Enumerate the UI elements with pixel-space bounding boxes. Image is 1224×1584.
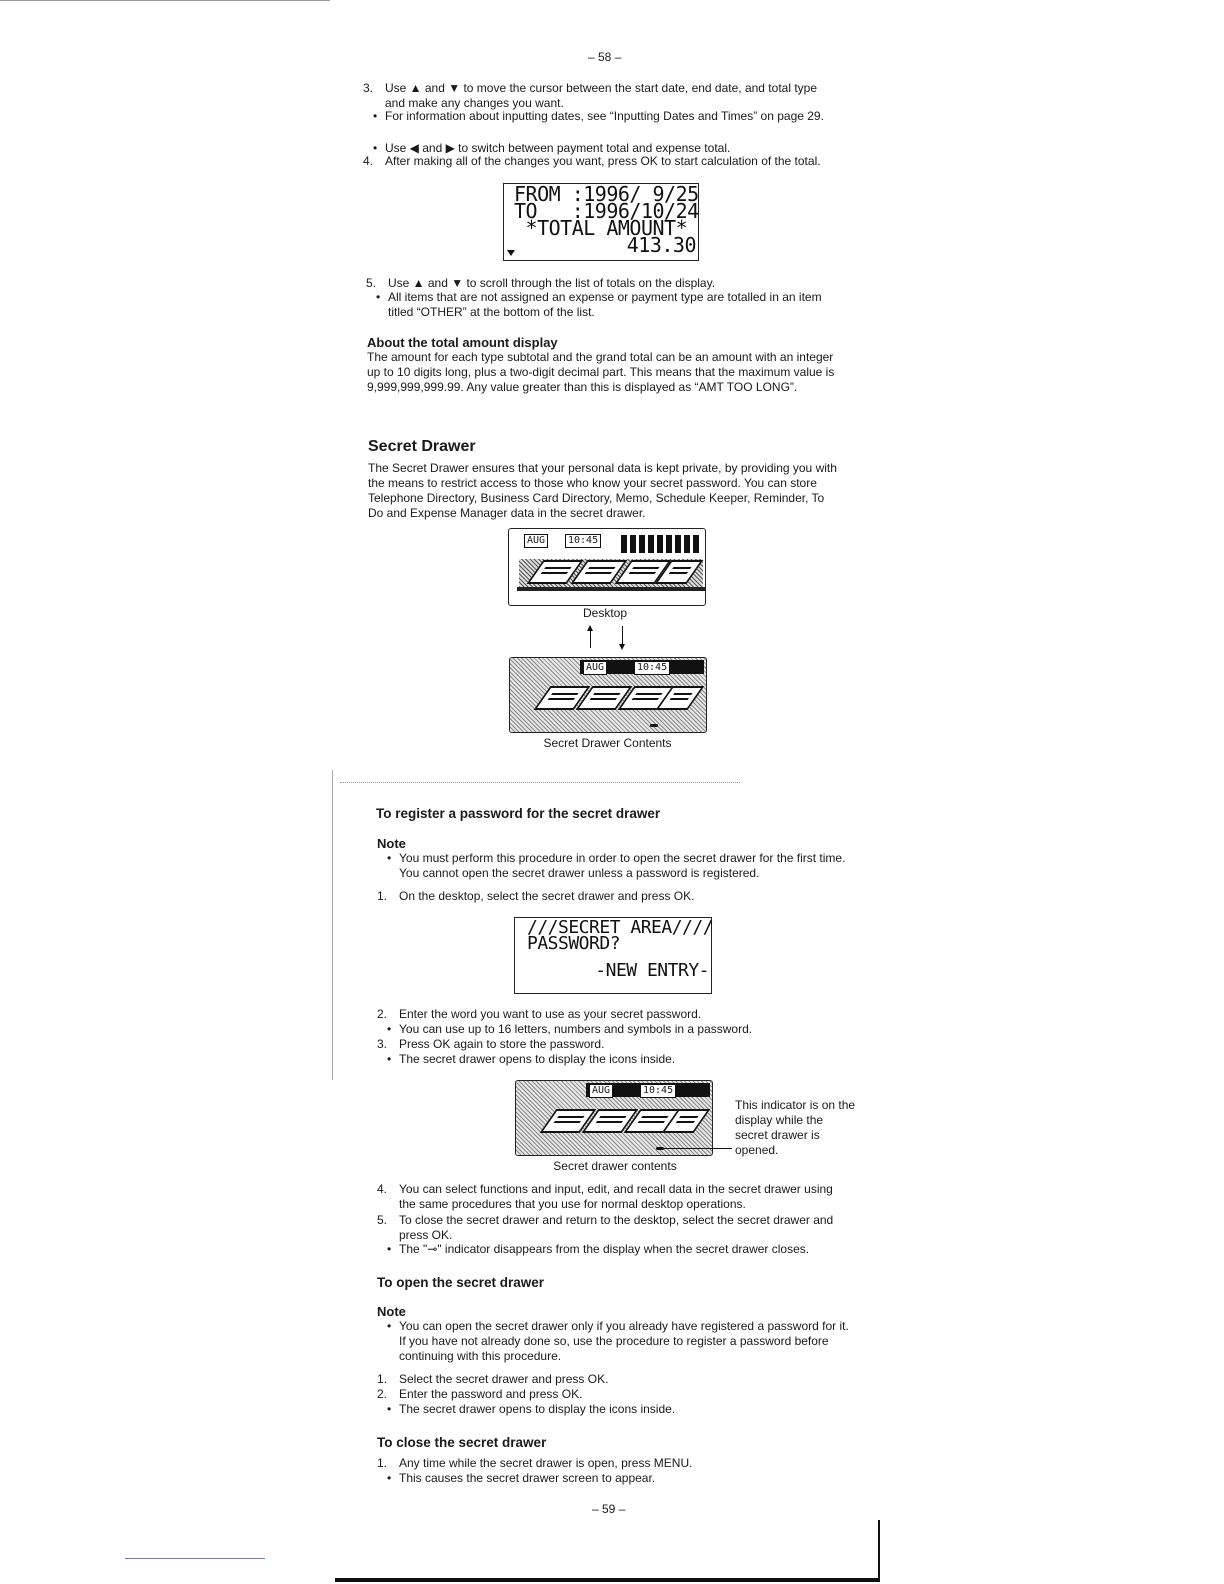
scan-edge-top: [0, 0, 330, 1]
month-label: AUG: [583, 661, 607, 675]
time-label: 10:45: [640, 1084, 676, 1098]
step-number: 5.: [366, 276, 377, 290]
open-heading: To open the secret drawer: [377, 1275, 545, 1290]
step-text: Any time while the secret drawer is open, press MENU.: [399, 1456, 693, 1470]
step-text: On the desktop, select the secret drawer and press OK.: [399, 889, 695, 903]
lcd-line-secret-area: ///SECRET AREA////: [527, 917, 714, 938]
lcd-line-to: TO :1996/10/24: [514, 199, 699, 223]
desktop-caption: Desktop: [582, 606, 628, 620]
step-text: You can select functions and input, edit, and recall data in the secret drawer using the same procedures that you use for normal desktop operations.: [399, 1182, 833, 1211]
register-step-2-bullet: • You can use up to 16 letters, numbers and symbols in a password.: [399, 1022, 851, 1037]
step-3-bullet-2: • Use ◀ and ▶ to switch between payment total and expense total.: [385, 141, 837, 156]
close-step-1-bullet: • This causes the secret drawer screen to appear.: [399, 1471, 851, 1486]
arrow-up-icon: [590, 628, 591, 648]
step-number: 5.: [377, 1213, 388, 1227]
close-heading: To close the secret drawer: [377, 1435, 547, 1450]
step-text: Enter the word you want to use as your secret password.: [399, 1007, 702, 1021]
scan-edge-right: [878, 1520, 880, 1580]
step-number: 4.: [363, 154, 374, 168]
step-number: 2.: [377, 1387, 388, 1401]
step-text: Use ▲ and ▼ to scroll through the list of totals on the display.: [388, 276, 716, 290]
bar-graph-icon: [621, 535, 701, 553]
month-label: AUG: [524, 534, 548, 548]
step-number: 4.: [377, 1182, 388, 1196]
register-note: • You must perform this procedure in order to open the secret drawer for the first time. You cannot open the secret drawer unless a password is registered.: [399, 851, 851, 881]
time-label: 10:45: [565, 534, 601, 548]
secret-drawer-indicator-icon: [650, 724, 658, 727]
step-text: After making all of the changes you want, press OK to start calculation of the total.: [385, 154, 821, 168]
month-label: AUG: [589, 1084, 613, 1098]
indicator-note: This indicator is on the display while the secret drawer is opened.: [735, 1098, 856, 1157]
arrow-down-head: [619, 644, 625, 650]
desktop-base-bar: [517, 587, 706, 591]
open-note: • You can open the secret drawer only if you already have registered a password for it. If you have not already done so, use the procedure to register a password before continuing with this procedure.: [399, 1319, 851, 1364]
step-text: To close the secret drawer and return to the desktop, select the secret drawer and press OK.: [399, 1213, 834, 1242]
desktop-screen-figure: [508, 528, 706, 606]
page-number-bottom: – 59 –: [592, 1502, 626, 1516]
about-heading: About the total amount display: [367, 335, 558, 350]
register-note-label: Note: [377, 836, 406, 851]
indicator-leader-line: [660, 1148, 732, 1149]
scan-edge-left: [332, 770, 333, 1080]
secret-drawer-contents-caption: Secret Drawer Contents: [543, 736, 672, 750]
section-separator: [340, 782, 740, 783]
step-text: Use ▲ and ▼ to move the cursor between the start date, end date, and total type and make any changes you want.: [385, 81, 818, 110]
time-label: 10:45: [634, 661, 670, 675]
about-body: The amount for each type subtotal and the grand total can be an amount with an integer up to 10 digits long, plus a two-digit decimal part. This means that the maximum value is 9,999,999,999.99. Any value greater than this is displayed as “AMT TOO LONG”.: [367, 350, 835, 394]
lcd-line-from: FROM :1996/ 9/25: [514, 182, 699, 206]
register-heading: To register a password for the secret drawer: [376, 806, 661, 821]
step-number: 3.: [363, 81, 374, 95]
lcd-total-amount: [503, 183, 699, 261]
register-step-3-bullet: • The secret drawer opens to display the icons inside.: [399, 1052, 851, 1067]
secret-drawer-heading: Secret Drawer: [368, 438, 476, 455]
step-number: 3.: [377, 1037, 388, 1051]
arrow-down-icon: [622, 626, 623, 646]
step-text: Press OK again to store the password.: [399, 1037, 605, 1051]
secret-drawer-body: The Secret Drawer ensures that your personal data is kept private, by providing you with the means to restrict access to those who know your secret password. You can store Telephone Directory, Business Card Directory, Memo, Schedule Keeper, Reminder, To Do and Expense Manager data in the secret drawer.: [368, 461, 837, 520]
secret-drawer-contents-figure-2: [515, 1080, 713, 1156]
lcd-line-label: *TOTAL AMOUNT*: [514, 216, 688, 240]
step-3-bullet-1: • For information about inputting dates, see “Inputting Dates and Times” on page 29.: [385, 109, 837, 124]
lcd-line-amount: 413.30: [626, 233, 696, 257]
open-note-label: Note: [377, 1304, 406, 1319]
after-step-5-bullet: • The "⊸" indicator disappears from the display when the secret drawer closes.: [399, 1242, 854, 1257]
step-number: 1.: [377, 1372, 388, 1386]
step-text: Enter the password and press OK.: [399, 1387, 583, 1401]
step-number: 1.: [377, 1456, 388, 1470]
step-number: 2.: [377, 1007, 388, 1021]
page-number-top: – 58 –: [588, 50, 622, 64]
open-step-2-bullet: • The secret drawer opens to display the icons inside.: [399, 1402, 851, 1417]
scan-edge-bottom: [335, 1578, 880, 1582]
lcd-line-new-entry: -NEW ENTRY-: [595, 960, 709, 981]
secret-drawer-contents-caption-2: Secret drawer contents: [553, 1159, 677, 1173]
step-text: Select the secret drawer and press OK.: [399, 1372, 609, 1386]
secret-drawer-contents-figure: [509, 657, 707, 733]
lcd-line-password: PASSWORD?: [527, 933, 621, 954]
down-triangle-icon: [507, 250, 515, 256]
arrow-up-head: [587, 625, 593, 631]
step-5-bullet: • All items that are not assigned an expense or payment type are totalled in an item titled “OTHER” at the bottom of the list.: [388, 290, 840, 320]
step-number: 1.: [377, 889, 388, 903]
lcd-secret-area: [514, 917, 712, 994]
scan-underline: [125, 1558, 265, 1559]
